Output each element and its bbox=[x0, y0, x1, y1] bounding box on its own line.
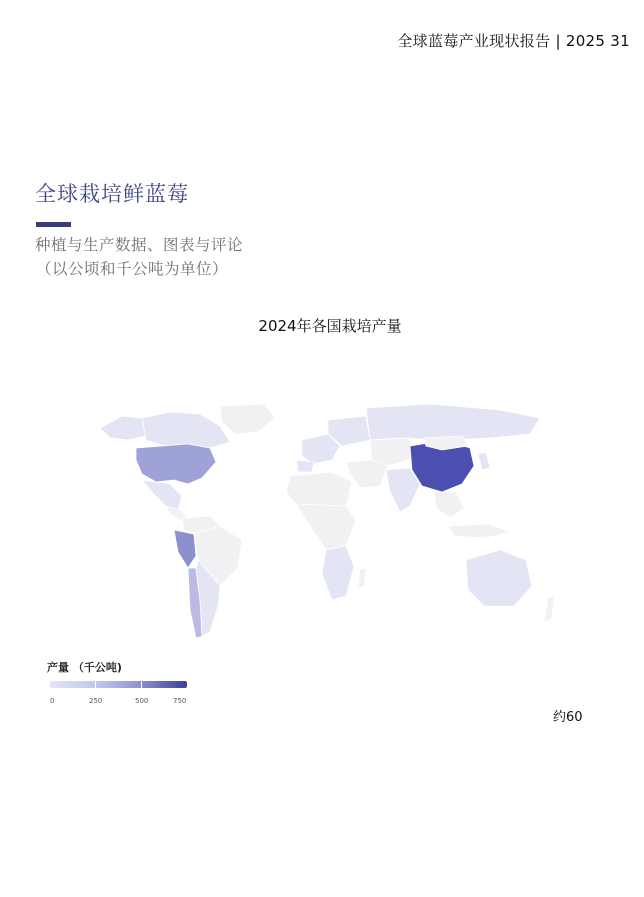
legend-tick-label: 750 bbox=[173, 697, 187, 705]
region-russia bbox=[366, 404, 540, 440]
legend-divider bbox=[141, 681, 142, 688]
section-subtitle: 种植与生产数据、图表与评论 bbox=[35, 236, 244, 254]
region-usa bbox=[136, 444, 216, 484]
legend-title: 产量 （千公吨) bbox=[47, 661, 122, 674]
accent-bar bbox=[36, 222, 71, 227]
section-subtitle-units: （以公顷和千公吨为单位） bbox=[36, 260, 229, 278]
map-title: 2024年各国栽培产量 bbox=[258, 317, 402, 335]
region-mexico bbox=[142, 480, 182, 510]
region-iberia bbox=[296, 460, 314, 472]
region-canada bbox=[142, 412, 230, 448]
legend-divider bbox=[95, 681, 96, 688]
region-australia bbox=[466, 550, 532, 606]
legend-tick-label: 0 bbox=[50, 697, 55, 705]
legend-tick-label: 500 bbox=[135, 697, 149, 705]
section-title: 全球栽培鲜蓝莓 bbox=[35, 182, 189, 206]
region-new-zealand bbox=[544, 596, 554, 622]
region-korea-japan bbox=[478, 452, 490, 470]
page-header: 全球蓝莓产业现状报告 | 2025 31 bbox=[397, 32, 630, 50]
region-central-africa bbox=[296, 504, 356, 550]
region-southern-africa bbox=[322, 546, 354, 600]
region-madagascar bbox=[358, 568, 366, 588]
region-middle-east bbox=[346, 460, 388, 488]
legend-color-scale bbox=[50, 681, 187, 688]
region-greenland bbox=[220, 404, 275, 434]
region-alaska bbox=[100, 416, 146, 440]
region-southeast-asia bbox=[434, 492, 464, 518]
region-indonesia bbox=[448, 524, 510, 538]
region-peru bbox=[174, 530, 196, 568]
footnote: 约60 bbox=[553, 710, 583, 725]
legend-tick-label: 250 bbox=[89, 697, 103, 705]
world-choropleth-map bbox=[70, 400, 580, 650]
